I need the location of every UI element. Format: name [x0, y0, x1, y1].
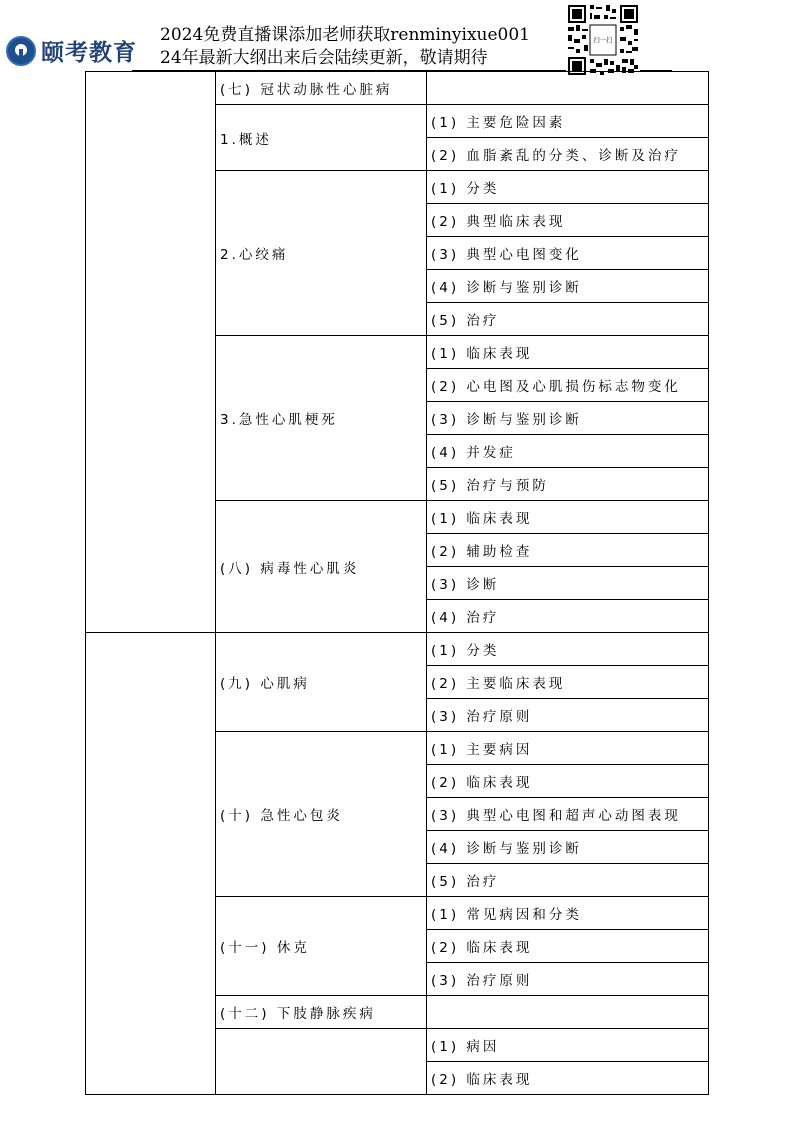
- promo-line-1: 2024免费直播课添加老师获取renminyixue001: [160, 25, 530, 45]
- item-cell: (1) 分类: [427, 171, 709, 204]
- item-cell: (1) 分类: [427, 633, 709, 666]
- promo-line-2: 24年最新大纲出来后会陆续更新，敬请期待: [160, 48, 488, 68]
- item-cell: (5) 治疗: [427, 864, 709, 897]
- logo-icon: [6, 36, 36, 66]
- unit-cell: (十) 急性心包炎: [216, 732, 427, 897]
- item-cell: (3) 诊断: [427, 567, 709, 600]
- qr-label: 扫一扫: [593, 36, 613, 44]
- logo-text: 颐考教育: [41, 40, 137, 66]
- unit-cell: 2.心绞痛: [216, 171, 427, 336]
- item-cell: (2) 临床表现: [427, 1062, 709, 1095]
- item-cell: (1) 主要病因: [427, 732, 709, 765]
- syllabus-table: [85, 71, 709, 1095]
- unit-cell: (八) 病毒性心肌炎: [216, 501, 427, 633]
- item-cell: (1) 常见病因和分类: [427, 897, 709, 930]
- table-row: [86, 72, 709, 105]
- item-cell: (2) 血脂紊乱的分类、诊断及治疗: [427, 138, 709, 171]
- unit-cell: (九) 心肌病: [216, 633, 427, 732]
- item-cell: (4) 并发症: [427, 435, 709, 468]
- table-row: [86, 633, 709, 666]
- item-cell: (2) 辅助检查: [427, 534, 709, 567]
- unit-cell: 3.急性心肌梗死: [216, 336, 427, 501]
- item-cell: (3) 治疗原则: [427, 699, 709, 732]
- item-cell: (1) 临床表现: [427, 501, 709, 534]
- item-cell: (2) 临床表现: [427, 930, 709, 963]
- unit-cell: [216, 1029, 427, 1095]
- item-cell: (4) 诊断与鉴别诊断: [427, 270, 709, 303]
- promo-text: [160, 24, 530, 70]
- item-cell: (4) 治疗: [427, 600, 709, 633]
- category-cell: [86, 72, 216, 633]
- item-cell: (2) 主要临床表现: [427, 666, 709, 699]
- item-cell: (5) 治疗与预防: [427, 468, 709, 501]
- item-cell: (3) 治疗原则: [427, 963, 709, 996]
- item-cell: (5) 治疗: [427, 303, 709, 336]
- item-cell: (4) 诊断与鉴别诊断: [427, 831, 709, 864]
- item-cell: (1) 病因: [427, 1029, 709, 1062]
- unit-cell: (十二) 下肢静脉疾病: [216, 996, 427, 1029]
- item-cell: (2) 临床表现: [427, 765, 709, 798]
- item-cell: [427, 72, 709, 105]
- item-cell: (3) 典型心电图变化: [427, 237, 709, 270]
- item-cell: (2) 典型临床表现: [427, 204, 709, 237]
- qr-code-icon: [566, 3, 640, 77]
- item-cell: (1) 主要危险因素: [427, 105, 709, 138]
- unit-cell: (七) 冠状动脉性心脏病: [216, 72, 427, 105]
- logo: [6, 34, 137, 67]
- item-cell: (3) 典型心电图和超声心动图表现: [427, 798, 709, 831]
- item-cell: [427, 996, 709, 1029]
- item-cell: (1) 临床表现: [427, 336, 709, 369]
- category-cell: [86, 633, 216, 1095]
- unit-cell: (十一) 休克: [216, 897, 427, 996]
- item-cell: (2) 心电图及心肌损伤标志物变化: [427, 369, 709, 402]
- item-cell: (3) 诊断与鉴别诊断: [427, 402, 709, 435]
- unit-cell: 1.概述: [216, 105, 427, 171]
